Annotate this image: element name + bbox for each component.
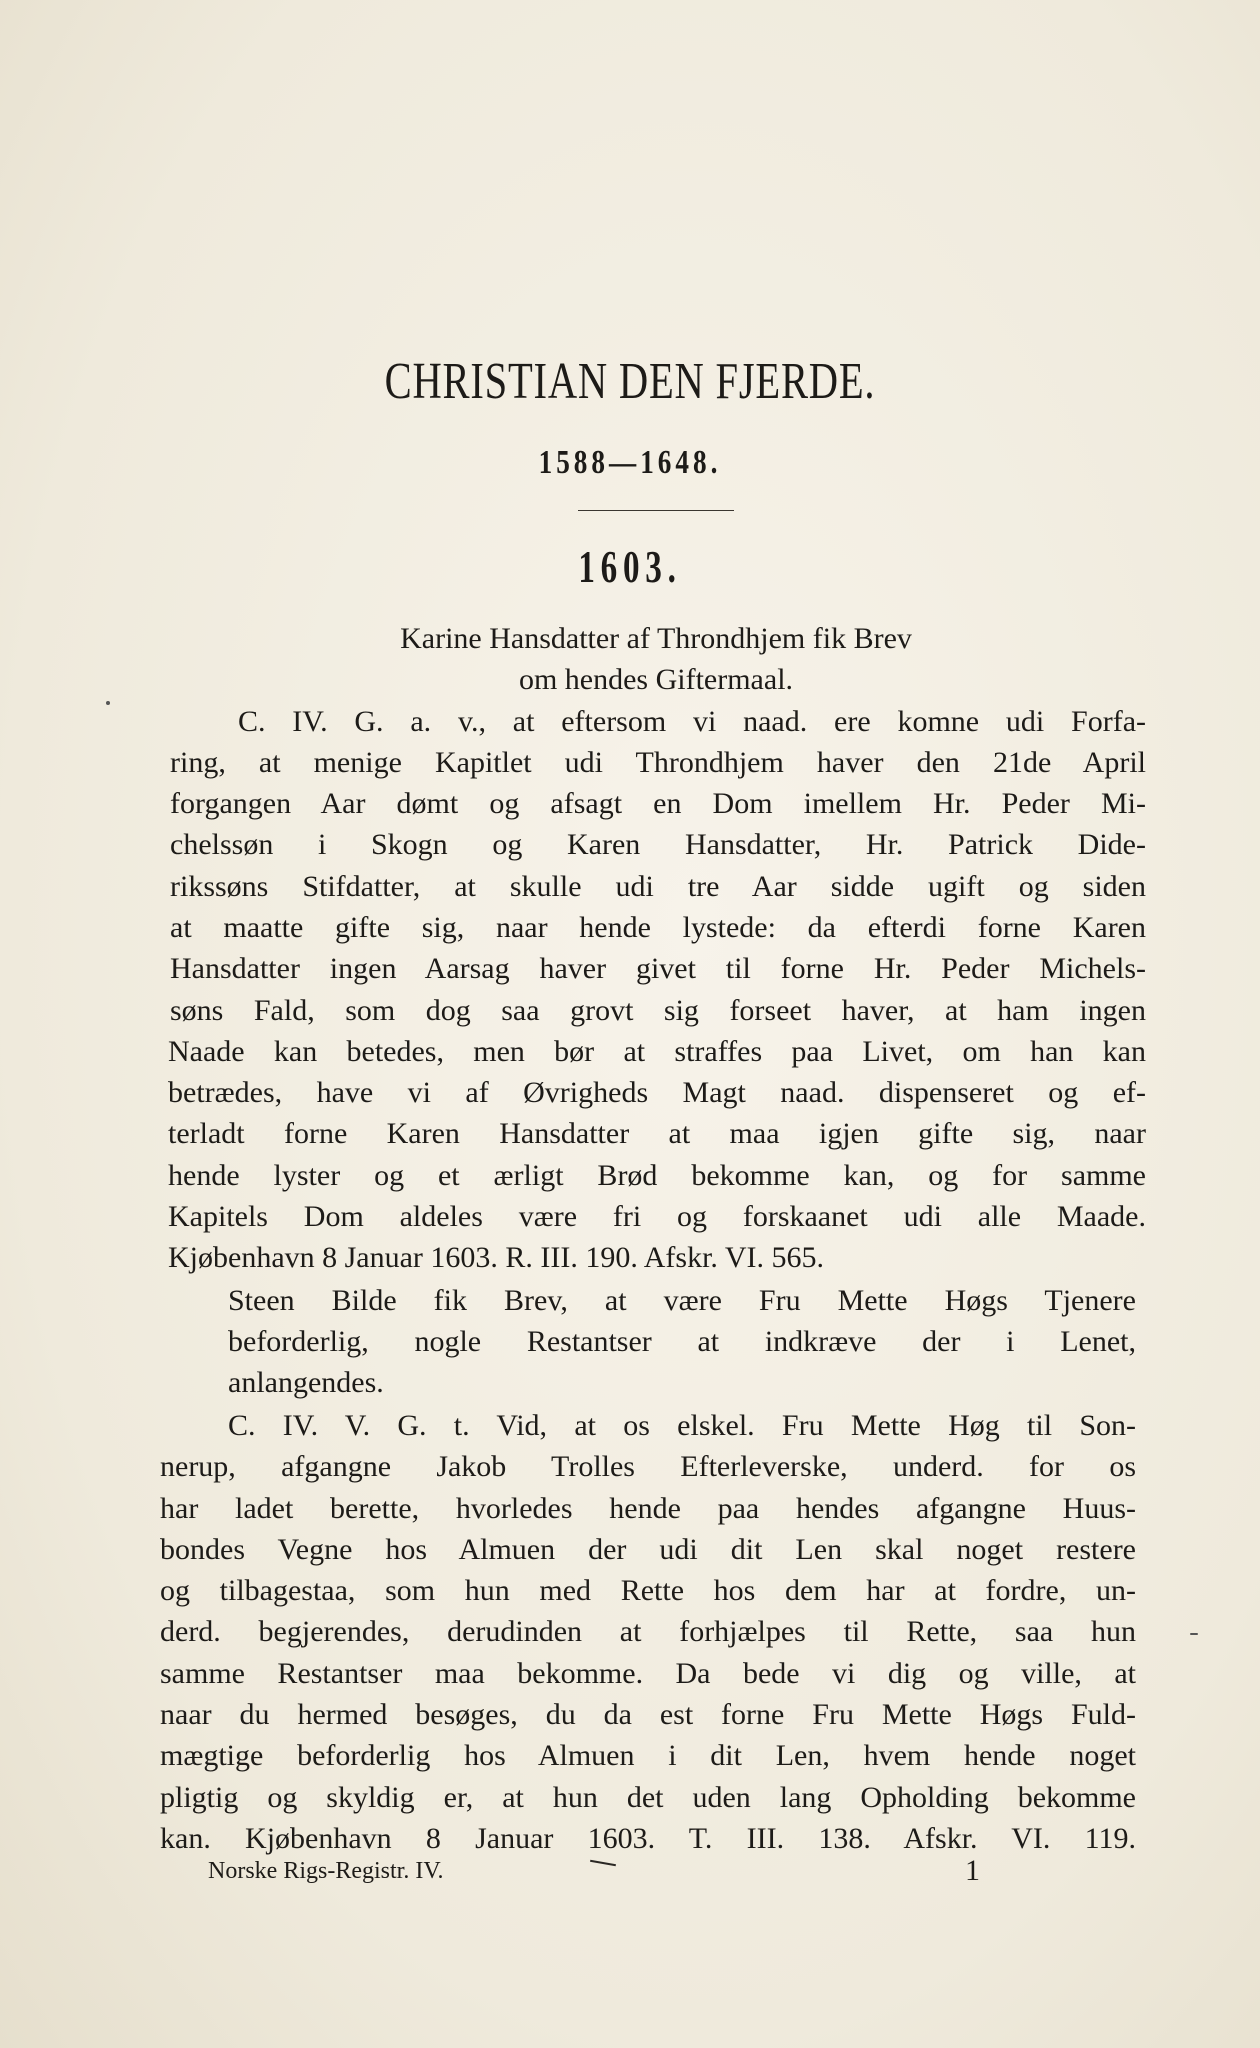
text-line: naar du hermed besøges, du da est forne Fru Mette Høgs Fuld- [160, 1698, 1136, 1731]
text-line: bondes Vegne hos Almuen der udi dit Len skal noget restere [160, 1533, 1136, 1566]
text-line: pligtig og skyldig er, at hun det uden lang Opholding bekomme [160, 1781, 1136, 1814]
text-line: Hansdatter ingen Aarsag haver givet til forne Hr. Peder Michels- [170, 952, 1146, 985]
footer-signature: Norske Rigs-Registr. IV. [208, 1858, 444, 1884]
text-line: rikssøns Stifdatter, at skulle udi tre Aar sidde ugift og siden [170, 870, 1146, 903]
margin-speck [106, 701, 110, 705]
text-line: mægtige beforderlig hos Almuen i dit Len, hvem hende noget [160, 1739, 1136, 1772]
page-number: 1 [965, 1854, 980, 1887]
text-line: forgangen Aar dømt og afsagt en Dom imellem Hr. Peder Mi- [170, 787, 1146, 820]
text-line: Kapitels Dom aldeles være fri og forskaanet udi alle Maade. [168, 1200, 1146, 1233]
text-line: om hendes Giftermaal. [518, 663, 794, 696]
text-line: betrædes, have vi af Øvrigheds Magt naad. dispenseret og ef- [168, 1076, 1146, 1109]
margin-speck [1190, 1633, 1198, 1635]
text-line: Steen Bilde fik Brev, at være Fru Mette Høgs Tjenere [228, 1284, 1136, 1317]
page-title: CHRISTIAN DEN FJERDE. [384, 353, 876, 410]
divider-rule [578, 510, 734, 511]
text-line: søns Fald, som dog saa grovt sig forseet haver, at ham ingen [170, 994, 1146, 1027]
text-line: C. IV. G. a. v., at eftersom vi naad. ere komne udi Forfa- [238, 705, 1146, 738]
year-heading: 1603. [578, 541, 682, 592]
text-line: samme Restantser maa bekomme. Da bede vi dig og ville, at [160, 1657, 1136, 1690]
text-line: kan. Kjøbenhavn 8 Januar 1603. T. III. 138. Afskr. VI. 119. [160, 1822, 1136, 1855]
text-line: anlangendes. [228, 1366, 384, 1399]
reign-years: 1588—1648. [538, 444, 722, 481]
text-line: C. IV. V. G. t. Vid, at os elskel. Fru Mette Høg til Son- [228, 1409, 1136, 1442]
page-footer [208, 1854, 980, 1890]
text-line: at maatte gifte sig, naar hende lystede: da efterdi forne Karen [170, 911, 1146, 944]
text-line: terladt forne Karen Hansdatter at maa igjen gifte sig, naar [168, 1117, 1146, 1150]
text-line: derd. begjerendes, derudinden at forhjælpes til Rette, saa hun [160, 1615, 1136, 1648]
text-line: beforderlig, nogle Restantser at indkræve der i Lenet, [228, 1325, 1136, 1358]
text-line: nerup, afgangne Jakob Trolles Efterleverske, underd. for os [160, 1450, 1136, 1483]
text-line: hende lyster og et ærligt Brød bekomme kan, og for samme [168, 1159, 1146, 1192]
text-line: chelssøn i Skogn og Karen Hansdatter, Hr. Patrick Dide- [170, 828, 1146, 861]
text-line: ring, at menige Kapitlet udi Throndhjem haver den 21de April [170, 746, 1146, 779]
text-line: har ladet berette, hvorledes hende paa hendes afgangne Huus- [160, 1492, 1136, 1525]
text-line: Naade kan betedes, men bør at straffes paa Livet, om han kan [168, 1035, 1146, 1068]
text-line: og tilbagestaa, som hun med Rette hos dem har at fordre, un- [160, 1574, 1136, 1607]
text-line: Karine Hansdatter af Throndhjem fik Brev [400, 622, 912, 655]
text-line: Kjøbenhavn 8 Januar 1603. R. III. 190. Afskr. VI. 565. [168, 1241, 825, 1274]
